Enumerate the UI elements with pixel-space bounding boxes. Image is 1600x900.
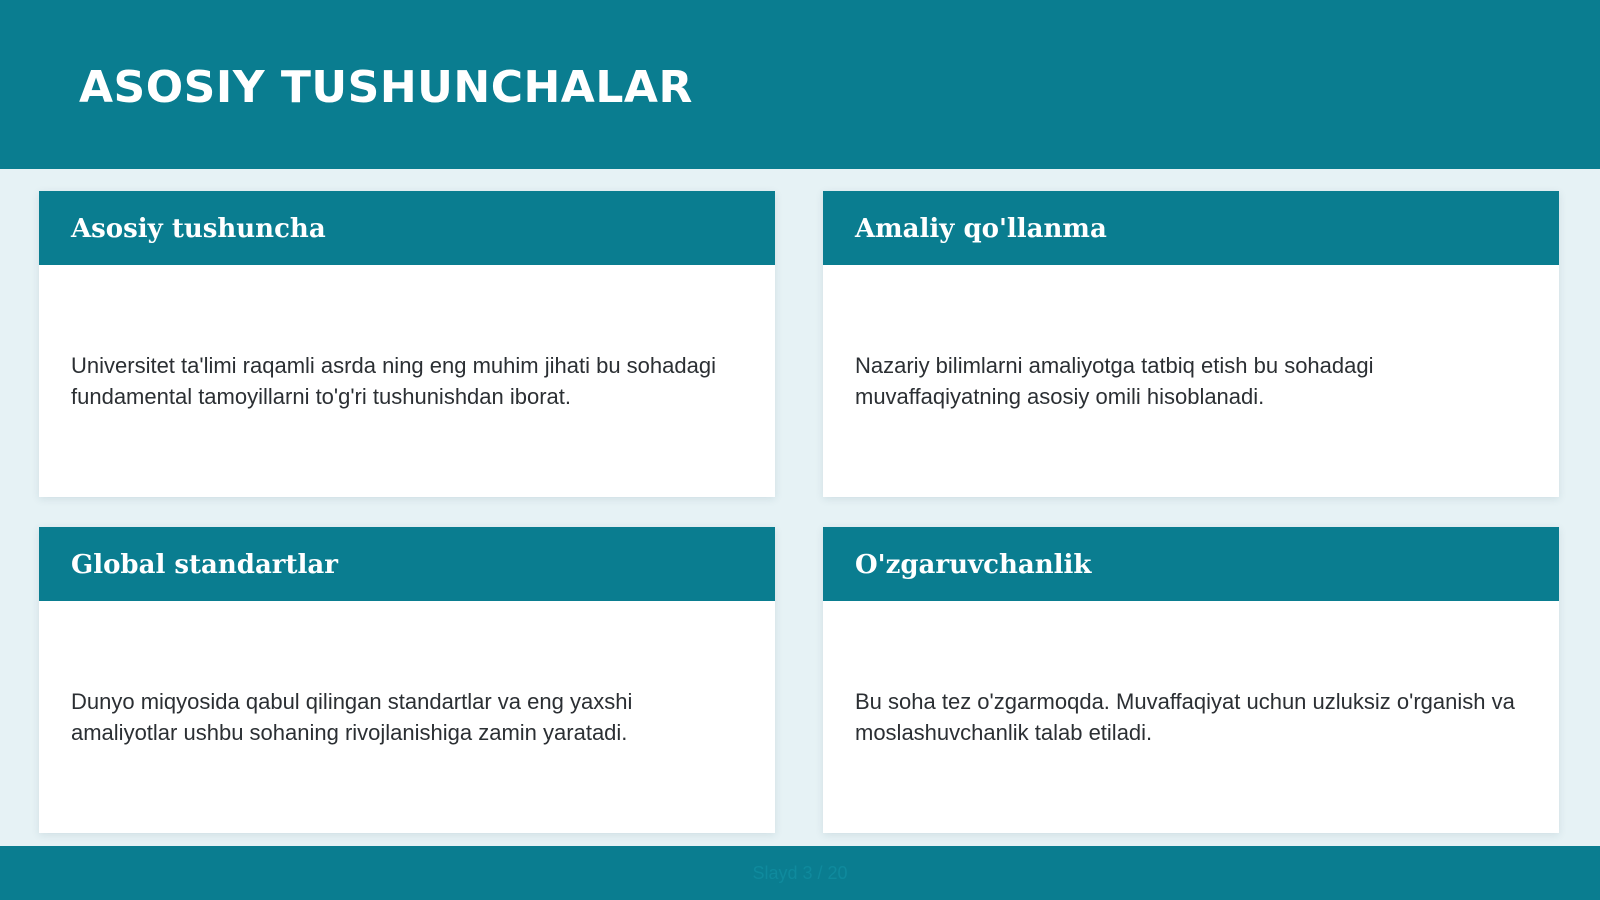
card-body	[71, 265, 743, 497]
card-global-standartlar	[39, 527, 775, 833]
slide-header	[0, 0, 1600, 169]
card-title: Asosiy tushuncha	[71, 214, 326, 244]
card-body	[855, 601, 1527, 833]
card-header	[39, 191, 775, 265]
card-asosiy-tushuncha	[39, 191, 775, 497]
card-body	[855, 265, 1527, 497]
card-text: Universitet ta'limi raqamli asrda ning eng muhim jihati bu sohadagi fundamental tamoyillarni to'g'ri tushunishdan iborat.	[71, 353, 716, 409]
card-header	[823, 191, 1559, 265]
card-ozgaruvchanlik	[823, 527, 1559, 833]
card-title: Amaliy qo'llanma	[855, 214, 1107, 244]
card-body	[71, 601, 743, 833]
card-header	[823, 527, 1559, 601]
slide-footer	[0, 846, 1600, 900]
card-text: Nazariy bilimlarni amaliyotga tatbiq etish bu sohadagi muvaffaqiyatning asosiy omili hisoblanadi.	[855, 353, 1374, 409]
card-title: O'zgaruvchanlik	[855, 550, 1092, 580]
card-header	[39, 527, 775, 601]
card-title: Global standartlar	[71, 550, 338, 580]
card-amaliy-qollanma	[823, 191, 1559, 497]
card-text: Bu soha tez o'zgarmoqda. Muvaffaqiyat uchun uzluksiz o'rganish va moslashuvchanlik talab etiladi.	[855, 689, 1515, 745]
page-title: ASOSIY TUSHUNCHALAR	[79, 62, 693, 113]
slide-number: Slayd 3 / 20	[752, 863, 848, 883]
card-text: Dunyo miqyosida qabul qilingan standartlar va eng yaxshi amaliyotlar ushbu sohaning rivojlanishiga zamin yaratadi.	[71, 689, 633, 745]
